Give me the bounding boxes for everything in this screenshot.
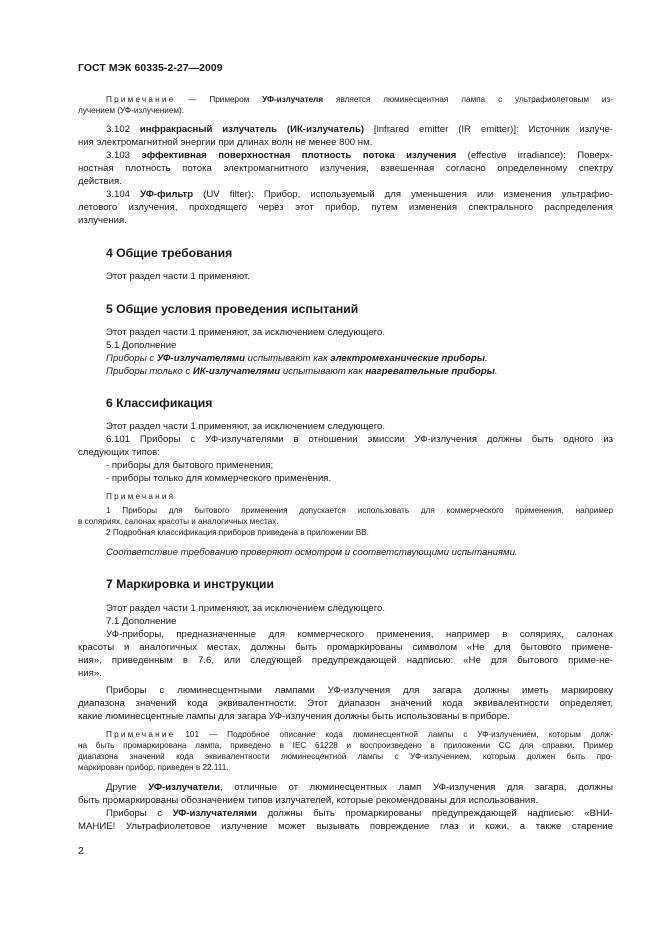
section-7-1-p2-line1 [106,685,613,697]
text: Приборы с [106,353,157,364]
note-text-rest: является люминесцентная лампа с ультрафиолетовым из- [323,95,613,104]
notes-label [106,491,613,503]
compliance-check: Соответствие требованию проверяют осмотром и соответствующими испытаниями. [106,547,518,558]
list-item-commercial: - приборы только для коммерческого применения. [106,473,332,484]
section-7-1-p1-line4: ния». [78,668,102,679]
term-electromech: электромеханические приборы [330,353,485,364]
definition-3-103-line3: действия. [78,176,122,187]
section-7-1-title: 7.1 Дополнение [106,616,177,627]
text: должны быть промаркированы предупреждающей надписью: «ВНИ- [257,808,613,819]
def-number: 3.103 [106,150,142,161]
note-text: — Примером [175,95,263,104]
text: диапазона значений кода эквивалентности люминесцентной лампы с УФ-излучением, которым должен быть про- [78,752,613,761]
def-number: 3.102 [106,124,140,135]
text: испытывают как [245,353,331,364]
note-term: УФ-излучателя [262,95,324,104]
def-text-line: летового излучения, проходящего через этот прибор, путем изменения спектрального распределения [78,202,613,213]
text: , отличные от люминесцентных ламп УФ-излучения для загара, должны [220,782,614,793]
note-uv-emitter-line2: лучением (УФ-излучением). [78,106,185,115]
note-1-line1 [106,505,613,516]
definition-3-104 [106,189,613,201]
text: на быть промаркирована лампа, приведено в IEC 61228 и воспроизведено в приложении СС для справки. Пример [78,741,613,750]
text: Приборы только с [106,366,193,377]
section-5-body: Этот раздел части 1 применяют, за исключением следующего. [106,327,386,338]
section-7-1-p1-line2 [78,642,613,654]
note-101-line1 [106,729,613,740]
definition-3-102 [106,124,613,136]
section-5-1-title: 5.1 Дополнение [106,340,177,351]
def-text: (effective irradiance): Поверх- [456,150,613,161]
section-4-body: Этот раздел части 1 применяют. [106,271,250,282]
text: Приборы с [106,808,173,819]
section-5-heading: 5 Общие условия проведения испытаний [106,302,359,316]
document-header: ГОСТ МЭК 60335-2-27—2009 [78,63,223,74]
note-uv-emitter [106,94,613,105]
section-4-heading: 4 Общие требования [106,246,233,260]
section-7-1-p3-line1 [106,782,613,794]
def-number: 3.104 [106,189,141,200]
section-7-1-p4-line1 [106,808,613,820]
definition-3-102-line2: ния электромагнитной энергии при длинах волн не менее 800 нм. [78,137,373,148]
text: Другие [106,782,149,793]
text: красоты и аналогичных местах, должны быть промаркированы символом «Не для бытового примене- [78,642,613,653]
note-1-line2: в соляриях, салонах красоты и аналогичных местах. [78,517,279,526]
section-5-1-line2 [106,366,613,378]
note-label: Примечание [106,730,176,739]
definition-3-104-line2 [78,202,613,214]
section-5-1-line1 [106,353,613,365]
section-7-1-p1-line3 [78,655,613,667]
section-7-heading: 7 Маркировка и инструкции [106,577,275,591]
text: УФ-приборы, предназначенные для коммерческого применения, например в соляриях, салонах [106,629,613,640]
section-6-101-line1 [106,434,613,446]
section-7-1-p1-line1 [106,629,613,641]
text: . [484,353,488,364]
note-101-line2 [78,740,613,751]
section-6-101-line2: следующих типов: [78,447,160,458]
section-7-1-p2-line3: какие люминесцентные лампы для загара УФ-излучения должны быть использованы в приборе. [78,711,510,722]
term-uv: УФ-излучатели [148,782,221,793]
section-6-body: Этот раздел части 1 применяют, за исключением следующего. [106,421,386,432]
term-ir: ИК-излучателями [192,366,281,377]
note-text: 101 — Подробное описание кода люминесцентной лампы с УФ-излучением, которым долж- [175,730,613,739]
section-7-1-p4-line2 [78,821,613,833]
def-term: эффективная поверхностная плотность потока излучения [141,150,457,161]
def-term: УФ-фильтр [140,189,194,200]
note-101-line4: маркирован прибор, приведен в 22.111. [78,763,229,772]
def-text-line: ностная плотность потока электромагнитного излучения, взвешенная согласно определенному спектру [78,163,613,174]
term-uv: УФ-излучателями [172,808,258,819]
section-7-body: Этот раздел части 1 применяют, за исключением следующего. [106,603,386,614]
note-2: 2 Подробная классификация приборов приведена в приложении ВВ. [106,528,369,537]
text: испытывают как [280,366,366,377]
def-text: [infrared emitter (IR emitter)]: Источник излуче- [364,124,613,135]
def-term: инфракрасный излучатель (ИК-излучатель) [139,124,365,135]
definition-3-103-line2 [78,163,613,175]
text: диапазона значений кода эквивалентности. Этот диапазон значений кода эквивалентности определяет, [78,698,613,709]
text: Приборы с люминесцентными лампами УФ-излучения для загара должны иметь маркировку [106,685,613,696]
page-number: 2 [78,846,84,857]
section-7-1-p3-line2: быть промаркированы обозначением типов излучателей, которые рекомендованы для использования. [78,795,539,806]
notes-label-text: Примечания [106,492,176,501]
note-label: Примечание [106,95,176,104]
note-101-line3 [78,751,613,762]
definition-3-103 [106,150,613,162]
term-heating: нагревательные приборы [365,366,495,377]
text: . [494,366,498,377]
list-item-household: - приборы для бытового применения; [106,460,274,471]
definition-3-104-line3: излучения. [78,215,127,226]
text: 1 Приборы для бытового применения допускается использовать для коммерческого применения, например [106,506,613,515]
section-7-1-p2-line2 [78,698,613,710]
term-uv: УФ-излучателями [156,353,246,364]
text: ния», приведенным в 7.6, или следующей предупреждающей надписью: «Не для бытового приме-не- [78,655,613,666]
text: 6.101 Приборы с УФ-излучателями в отношении эмиссии УФ-излучения должны быть одного из [106,434,613,445]
text: МАНИЕ! Ультрафиолетовое излучение может вызывать повреждение глаз и кожи, а также старение [78,821,613,832]
section-6-heading: 6 Классификация [106,396,213,410]
def-text: (UV filter): Прибор, используемый для уменьшения или изменения ультрафио- [193,189,613,200]
